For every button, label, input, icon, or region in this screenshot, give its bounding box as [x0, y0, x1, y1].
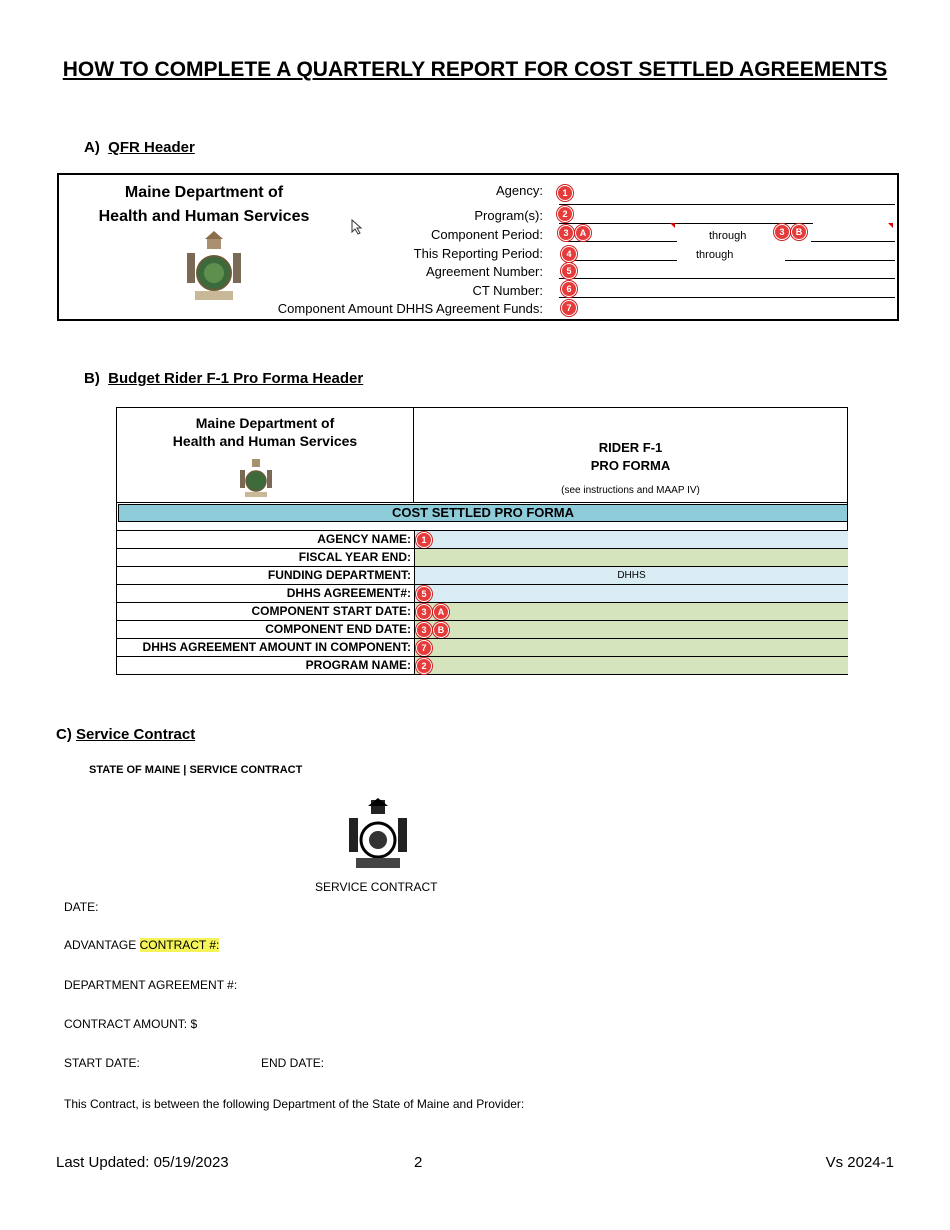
callout-badge: 3	[416, 622, 432, 638]
pro-forma-row-value[interactable]	[414, 531, 848, 548]
pro-forma-row-label: DHHS AGREEMENT AMOUNT IN COMPONENT:	[142, 640, 411, 654]
ct-number-label: CT Number:	[472, 283, 543, 298]
pro-forma-row	[117, 530, 847, 548]
pro-forma-row-value[interactable]	[414, 639, 848, 656]
pro-forma-row-label: COMPONENT START DATE:	[251, 604, 411, 618]
pro-forma-row-value[interactable]	[414, 549, 848, 566]
service-contract-caption: SERVICE CONTRACT	[315, 880, 438, 894]
maine-seal-icon	[237, 456, 275, 498]
callout-badge-4: 4	[561, 246, 577, 262]
footer-version: Vs 2024-1	[825, 1154, 894, 1171]
cost-settled-bar: COST SETTLED PRO FORMA	[118, 504, 848, 522]
page-title: HOW TO COMPLETE A QUARTERLY REPORT FOR COST SETTLED AGREEMENTS	[62, 58, 888, 81]
qfr-header-form	[57, 173, 899, 321]
component-period-label: Component Period:	[430, 227, 543, 242]
footer-last-updated: Last Updated: 05/19/2023	[56, 1154, 229, 1171]
callout-badge-6: 6	[561, 281, 577, 297]
callout-badge: 1	[416, 532, 432, 548]
callout-badge-3: 3	[558, 225, 574, 241]
component-period-end-field[interactable]	[811, 227, 895, 242]
callout-badge: 5	[416, 586, 432, 602]
agency-label: Agency:	[496, 183, 543, 198]
dept-line2: Health and Human Services	[172, 433, 358, 449]
callout-badge-3: 3	[774, 224, 790, 240]
section-b-heading: B) Budget Rider F-1 Pro Forma Header	[84, 370, 364, 387]
reporting-period-label: This Reporting Period:	[413, 246, 543, 261]
pro-forma-header-form	[116, 407, 848, 675]
maine-seal-icon	[181, 231, 247, 303]
advantage-contract-label: ADVANTAGE CONTRACT #:	[64, 938, 220, 952]
pro-forma-row-value[interactable]	[414, 585, 848, 602]
pro-forma-row	[117, 656, 847, 674]
state-service-contract-line: STATE OF MAINE | SERVICE CONTRACT	[89, 764, 303, 776]
reporting-period-end-field[interactable]	[785, 246, 895, 261]
callout-badge: B	[433, 622, 449, 638]
pro-forma-row	[117, 548, 847, 566]
rider-line1: RIDER F-1	[598, 440, 663, 455]
end-date-label: END DATE:	[261, 1056, 325, 1070]
section-a-heading: A) QFR Header	[84, 139, 195, 156]
rider-note: (see instructions and MAAP IV)	[561, 485, 700, 496]
maine-seal-icon	[344, 798, 412, 872]
mouse-cursor-icon	[351, 219, 363, 235]
pro-forma-rider-cell	[414, 408, 847, 503]
agreement-number-label: Agreement Number:	[425, 264, 543, 279]
dept-line1: Maine Department of	[195, 415, 335, 431]
pro-forma-row	[117, 638, 847, 656]
pro-forma-row-value[interactable]	[414, 621, 848, 638]
comment-marker	[888, 223, 893, 228]
pro-forma-row-label: COMPONENT END DATE:	[265, 622, 411, 636]
callout-badge: 3	[416, 604, 432, 620]
pro-forma-row-label: DHHS AGREEMENT#:	[286, 586, 411, 600]
through-label: through	[696, 249, 734, 261]
contract-amount-label: CONTRACT AMOUNT: $	[64, 1017, 198, 1031]
start-date-label: START DATE:	[64, 1056, 140, 1070]
programs-field[interactable]	[559, 209, 813, 224]
pro-forma-row-value[interactable]: DHHS	[414, 567, 848, 584]
callout-badge-5: 5	[561, 263, 577, 279]
pro-forma-dept-cell	[117, 408, 414, 503]
footer-page-number: 2	[414, 1154, 423, 1171]
callout-badge: 7	[416, 640, 432, 656]
callout-badge: 2	[416, 658, 432, 674]
through-label: through	[709, 230, 747, 242]
ct-number-field[interactable]	[559, 283, 895, 298]
callout-badge-b: B	[791, 224, 807, 240]
callout-badge-1: 1	[557, 185, 573, 201]
section-c-heading: C) Service Contract	[56, 726, 196, 743]
pro-forma-row-label: PROGRAM NAME:	[305, 658, 411, 672]
programs-label: Program(s):	[474, 208, 543, 223]
contract-number-highlight: CONTRACT #:	[139, 938, 220, 952]
pro-forma-row-label: FUNDING DEPARTMENT:	[267, 568, 411, 582]
callout-badge: A	[433, 604, 449, 620]
agency-field[interactable]	[559, 190, 895, 205]
callout-badge-a: A	[575, 225, 591, 241]
pro-forma-row	[117, 566, 847, 584]
pro-forma-row-label: AGENCY NAME:	[317, 532, 411, 546]
reporting-period-start-field[interactable]	[567, 246, 677, 261]
callout-badge-7: 7	[561, 300, 577, 316]
pro-forma-row-value[interactable]	[414, 603, 848, 620]
pro-forma-row-label: FISCAL YEAR END:	[298, 550, 411, 564]
agreement-number-field[interactable]	[559, 264, 895, 279]
pro-forma-row	[117, 584, 847, 602]
comment-marker	[670, 223, 675, 228]
pro-forma-row-value[interactable]	[414, 657, 848, 674]
callout-badge-2: 2	[557, 206, 573, 222]
pro-forma-row	[117, 602, 847, 620]
date-label: DATE:	[64, 900, 99, 914]
rider-line2: PRO FORMA	[590, 458, 671, 473]
contract-body-text: This Contract, is between the following Department of the State of Maine and Provider:	[64, 1097, 525, 1111]
department-agreement-label: DEPARTMENT AGREEMENT #:	[64, 978, 238, 992]
qfr-dept-name: Maine Department of Health and Human Services	[98, 184, 310, 225]
component-amount-label: Component Amount DHHS Agreement Funds:	[277, 301, 543, 316]
pro-forma-row	[117, 620, 847, 638]
